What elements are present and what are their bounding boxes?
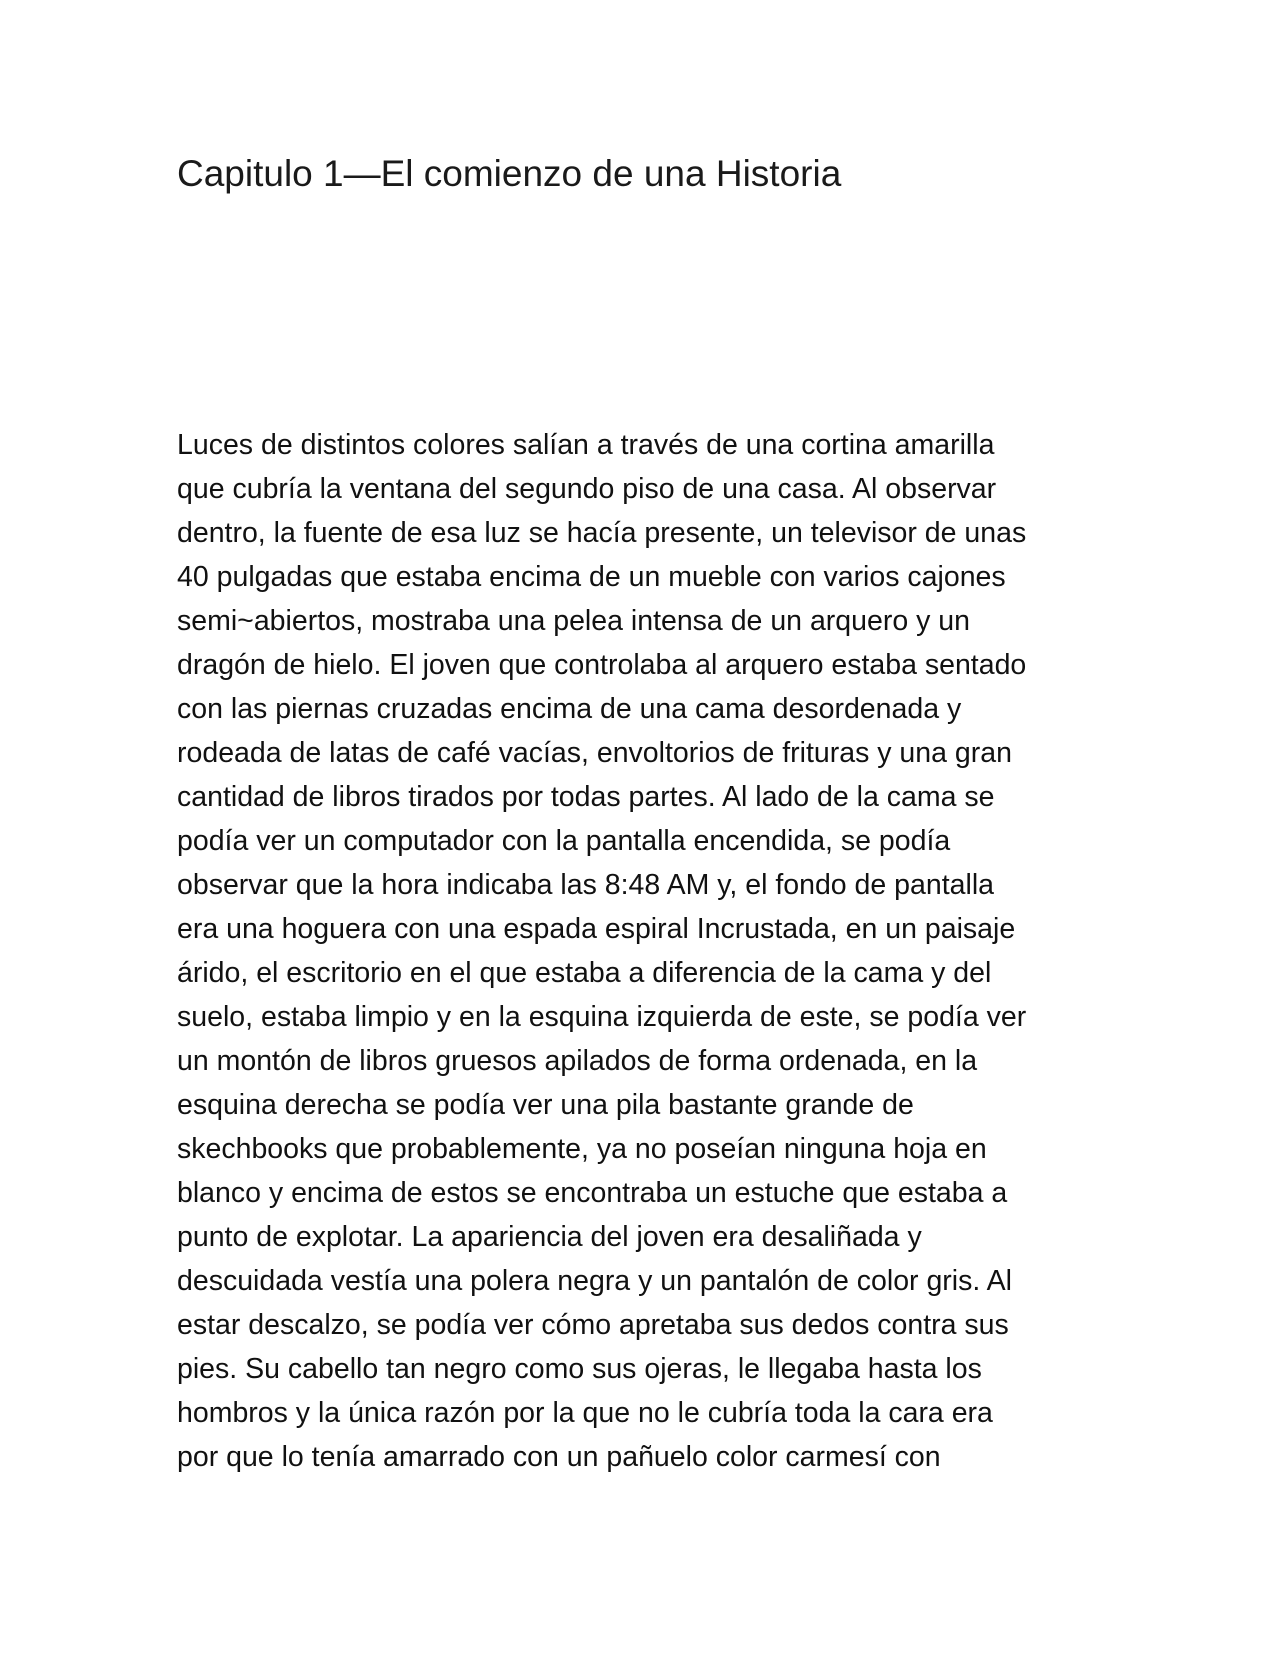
body-paragraph [177, 423, 1117, 1479]
text-line: observar que la hora indicaba las 8:48 AM y, el fondo de pantalla [177, 869, 995, 901]
text-line: blanco y encima de estos se encontraba un estuche que estaba a [177, 1177, 1008, 1209]
chapter-title: Capitulo 1—El comienzo de una Historia [177, 153, 842, 194]
text-line: esquina derecha se podía ver una pila bastante grande de [177, 1089, 914, 1121]
text-line: pies. Su cabello tan negro como sus ojeras, le llegaba hasta los [177, 1353, 982, 1385]
text-line: con las piernas cruzadas encima de una cama desordenada y [177, 693, 962, 725]
text-line: descuidada vestía una polera negra y un pantalón de color gris. Al [177, 1265, 1012, 1297]
text-line: cantidad de libros tirados por todas partes. Al lado de la cama se [177, 781, 995, 813]
text-line: podía ver un computador con la pantalla encendida, se podía [177, 825, 951, 857]
text-line: por que lo tenía amarrado con un pañuelo color carmesí con [177, 1441, 941, 1473]
text-line: Luces de distintos colores salían a través de una cortina amarilla [177, 429, 995, 461]
text-line: dentro, la fuente de esa luz se hacía presente, un televisor de unas [177, 517, 1027, 549]
text-line: semi~abiertos, mostraba una pelea intensa de un arquero y un [177, 605, 970, 637]
text-line: estar descalzo, se podía ver cómo apretaba sus dedos contra sus [177, 1309, 1009, 1341]
text-line: skechbooks que probablemente, ya no poseían ninguna hoja en [177, 1133, 987, 1165]
text-line: punto de explotar. La apariencia del joven era desaliñada y [177, 1221, 922, 1253]
text-line: suelo, estaba limpio y en la esquina izquierda de este, se podía ver [177, 1001, 1027, 1033]
text-line: rodeada de latas de café vacías, envoltorios de frituras y una gran [177, 737, 1012, 769]
text-line: que cubría la ventana del segundo piso de una casa. Al observar [177, 473, 997, 505]
text-line: 40 pulgadas que estaba encima de un mueble con varios cajones [177, 561, 1006, 593]
text-line: hombros y la única razón por la que no le cubría toda la cara era [177, 1397, 993, 1429]
text-line: árido, el escritorio en el que estaba a diferencia de la cama y del [177, 957, 992, 989]
text-line: dragón de hielo. El joven que controlaba al arquero estaba sentado [177, 649, 1027, 681]
text-line: era una hoguera con una espada espiral Incrustada, en un paisaje [177, 913, 1016, 945]
text-line: un montón de libros gruesos apilados de forma ordenada, en la [177, 1045, 978, 1077]
